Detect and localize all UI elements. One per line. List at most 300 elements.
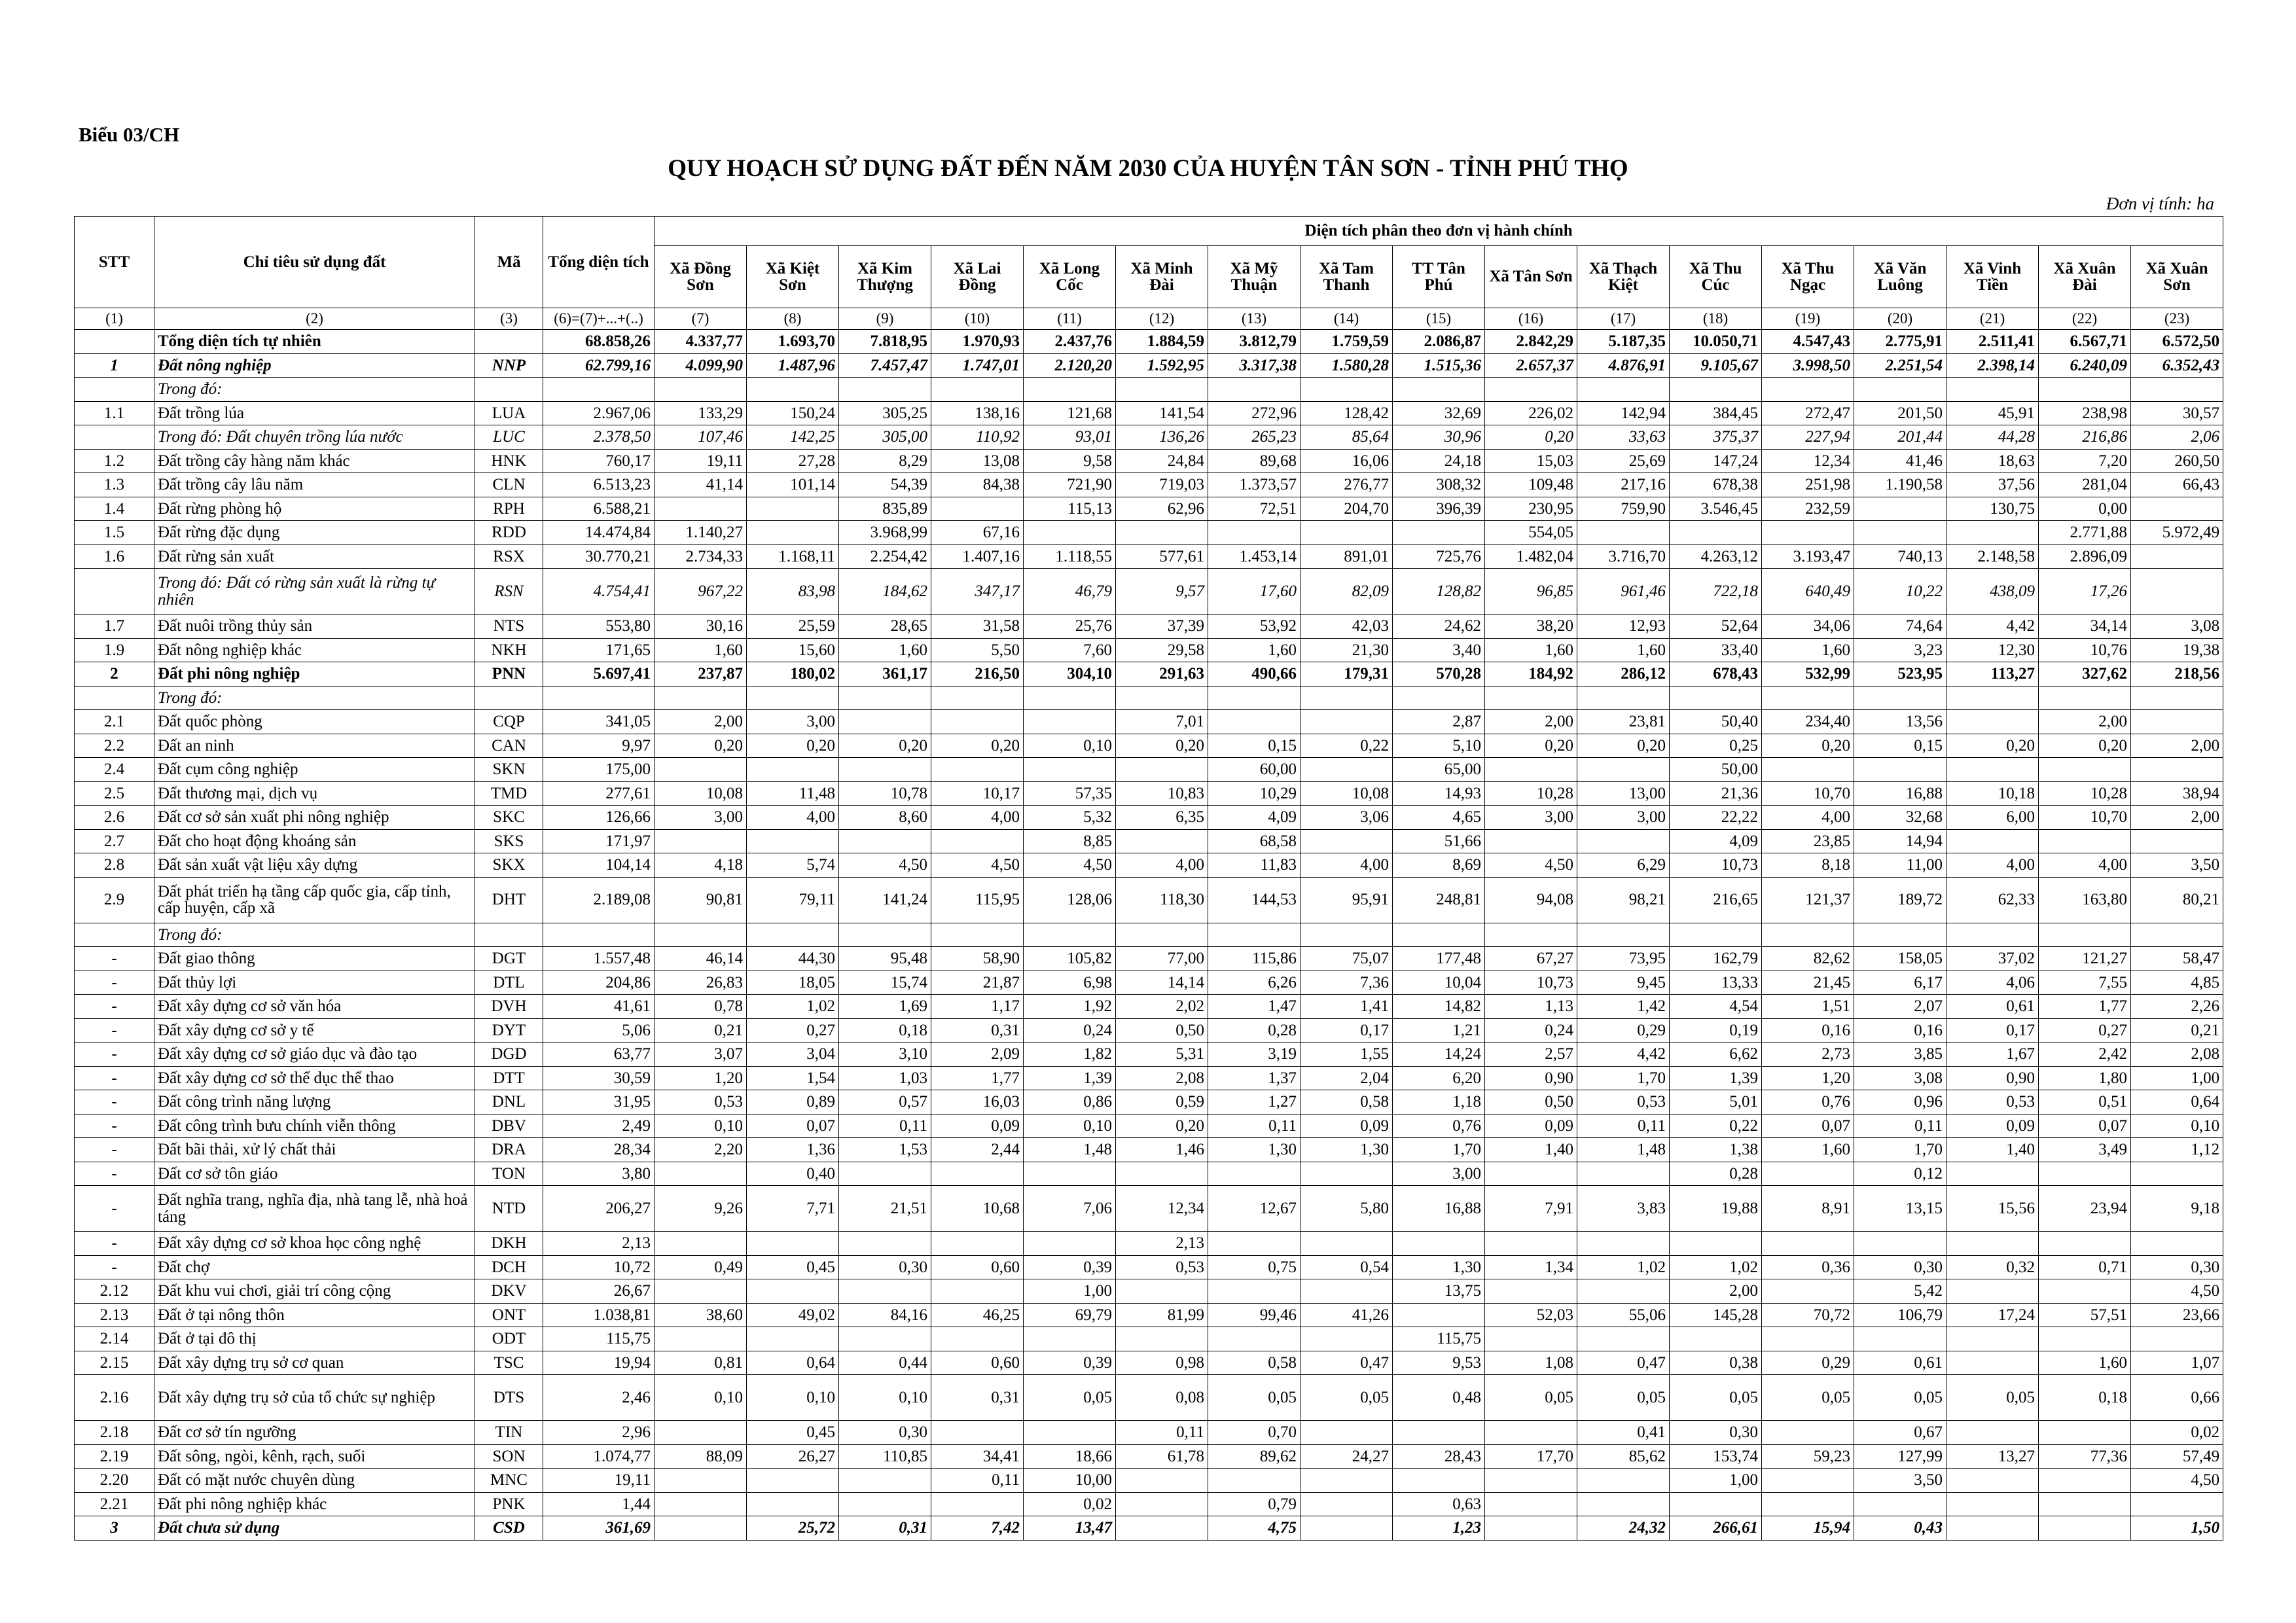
row-value: 10,73 [1670,853,1762,878]
row-indicator: Trong đó: [154,378,475,402]
row-value [747,521,839,545]
header-total: Tổng diện tích [543,217,655,308]
row-value [1854,378,1946,402]
row-value [1393,378,1485,402]
row-value: 201,50 [1854,401,1946,425]
row-value [1300,829,1393,853]
row-code: DTS [475,1375,543,1421]
row-value: 83,98 [747,569,839,615]
row-value [1577,1279,1670,1304]
row-value [747,497,839,521]
row-value: 0,29 [1577,1018,1670,1043]
row-total: 26,67 [543,1279,655,1304]
row-value [1946,1421,2039,1445]
table-row [75,1186,2223,1232]
row-value [1577,829,1670,853]
row-value: 0,79 [1208,1492,1300,1516]
row-value: 1,70 [1577,1066,1670,1090]
row-value: 38,60 [655,1303,747,1327]
row-value: 138,16 [931,401,1024,425]
row-value [655,497,747,521]
row-value [1762,521,1854,545]
row-value: 9,18 [2131,1186,2223,1232]
header-column-number: (19) [1762,308,1854,330]
row-value: 51,66 [1393,829,1485,853]
table-row [75,1279,2223,1304]
row-indicator: Đất xây dựng trụ sở cơ quan [154,1351,475,1375]
row-value [655,758,747,782]
row-code: SON [475,1444,543,1469]
table-row [75,1114,2223,1138]
row-value: 0,45 [747,1421,839,1445]
row-value: 14,82 [1393,995,1485,1019]
row-value [747,1492,839,1516]
row-value: 11,00 [1854,853,1946,878]
row-value: 115,95 [931,877,1024,923]
row-value: 0,10 [1024,1114,1116,1138]
row-value: 1,30 [1393,1255,1485,1279]
row-value: 272,47 [1762,401,1854,425]
row-value: 2.771,88 [2039,521,2131,545]
row-value: 11,83 [1208,853,1300,878]
row-value: 95,48 [839,947,931,971]
row-indicator: Đất nông nghiệp khác [154,638,475,662]
row-value: 2,00 [1485,710,1577,734]
row-code: PNK [475,1492,543,1516]
row-value [1577,1232,1670,1256]
row-stt: - [75,947,154,971]
row-value [1024,1421,1116,1445]
row-value [1300,378,1393,402]
table-row [75,923,2223,947]
row-value [2039,1279,2131,1304]
row-value [839,1492,931,1516]
table-row [75,569,2223,615]
row-value: 5,50 [931,638,1024,662]
row-value: 0,58 [1300,1090,1393,1115]
row-value: 23,81 [1577,710,1670,734]
row-value: 95,91 [1300,877,1393,923]
header-column-number: (11) [1024,308,1116,330]
row-value: 37,02 [1946,947,2039,971]
table-row [75,1375,2223,1421]
row-value: 3,40 [1393,638,1485,662]
table-row [75,521,2223,545]
row-value [655,1279,747,1304]
header-column-number: (22) [2039,308,2131,330]
row-value: 1,40 [1485,1138,1577,1162]
row-value: 77,00 [1116,947,1208,971]
row-value: 3,23 [1854,638,1946,662]
row-total: 2,13 [543,1232,655,1256]
table-row [75,1327,2223,1351]
row-stt [75,686,154,710]
row-value: 2,08 [2131,1043,2223,1067]
row-value: 15,94 [1762,1516,1854,1541]
row-total [543,378,655,402]
row-total: 2,46 [543,1375,655,1421]
row-value: 570,28 [1393,662,1485,687]
header-commune: Xã Văn Luông [1854,246,1946,308]
table-row [75,1066,2223,1090]
row-value: 0,58 [1208,1351,1300,1375]
row-value: 4.263,12 [1670,544,1762,569]
row-value [931,710,1024,734]
row-value: 89,62 [1208,1444,1300,1469]
row-value: 1,60 [1762,638,1854,662]
row-value: 10,70 [2039,806,2131,830]
row-value: 4.099,90 [655,353,747,378]
row-value: 0,78 [655,995,747,1019]
row-value: 34,14 [2039,615,2131,639]
row-value: 3,49 [2039,1138,2131,1162]
row-value: 28,43 [1393,1444,1485,1469]
row-value [1946,1492,2039,1516]
header-commune: TT Tân Phú [1393,246,1485,308]
row-value: 0,07 [2039,1114,2131,1138]
row-value: 0,09 [1946,1114,2039,1138]
land-use-table [74,216,2223,1541]
row-value: 2,20 [655,1138,747,1162]
row-value [839,829,931,853]
row-value: 110,92 [931,425,1024,450]
row-value [1485,1327,1577,1351]
row-value [1208,378,1300,402]
row-total: 5,06 [543,1018,655,1043]
row-stt: 2.19 [75,1444,154,1469]
row-value: 150,24 [747,401,839,425]
row-value: 69,79 [1024,1303,1116,1327]
row-value [1208,1469,1300,1493]
row-value: 2.086,87 [1393,330,1485,354]
row-value: 0,36 [1762,1255,1854,1279]
row-value [1024,378,1116,402]
row-value: 82,09 [1300,569,1393,615]
row-value: 0,81 [655,1351,747,1375]
row-indicator: Đất có mặt nước chuyên dùng [154,1469,475,1493]
row-value: 327,62 [2039,662,2131,687]
header-indicator: Chỉ tiêu sử dụng đất [154,217,475,308]
row-value [2131,758,2223,782]
row-value: 1,60 [1762,1138,1854,1162]
row-value: 18,05 [747,971,839,995]
row-value: 0,67 [1854,1421,1946,1445]
row-value: 4.876,91 [1577,353,1670,378]
row-value: 0,05 [1762,1375,1854,1421]
row-value: 4.337,77 [655,330,747,354]
table-row [75,497,2223,521]
row-value: 0,10 [655,1375,747,1421]
table-row [75,638,2223,662]
row-value: 0,53 [655,1090,747,1115]
row-value [747,1327,839,1351]
row-value: 0,98 [1116,1351,1208,1375]
row-indicator: Đất an ninh [154,734,475,758]
row-value: 1.482,04 [1485,544,1577,569]
row-value: 0,00 [2039,497,2131,521]
row-stt: 2.21 [75,1492,154,1516]
row-value: 2.657,37 [1485,353,1577,378]
row-value: 0,19 [1670,1018,1762,1043]
row-code: LUA [475,401,543,425]
row-value: 1,00 [1670,1469,1762,1493]
row-value: 0,11 [1116,1421,1208,1445]
row-value: 2.398,14 [1946,353,2039,378]
table-row [75,1444,2223,1469]
row-value: 1,17 [931,995,1024,1019]
row-value: 272,96 [1208,401,1300,425]
row-value: 8,29 [839,449,931,473]
row-value: 0,20 [839,734,931,758]
row-value: 678,38 [1670,473,1762,497]
row-value: 10,78 [839,781,931,806]
row-value: 66,43 [2131,473,2223,497]
row-value: 10,28 [1485,781,1577,806]
row-stt: 1.3 [75,473,154,497]
row-indicator: Tổng diện tích tự nhiên [154,330,475,354]
row-value: 4,00 [747,806,839,830]
row-value: 2.251,54 [1854,353,1946,378]
row-value: 1,80 [2039,1066,2131,1090]
row-value: 7,01 [1116,710,1208,734]
row-value: 67,27 [1485,947,1577,971]
row-value: 57,35 [1024,781,1116,806]
row-value [1854,1492,1946,1516]
row-value: 1,36 [747,1138,839,1162]
row-value: 0,61 [1946,995,2039,1019]
row-value [1946,1327,2039,1351]
row-value [655,1162,747,1186]
row-value [2039,923,2131,947]
row-value: 4,06 [1946,971,2039,995]
row-stt: 2.2 [75,734,154,758]
row-stt: 2.8 [75,853,154,878]
row-value: 3,00 [1485,806,1577,830]
row-value: 23,85 [1762,829,1854,853]
row-value: 2.511,41 [1946,330,2039,354]
row-value: 0,05 [1854,1375,1946,1421]
row-value: 115,86 [1208,947,1300,971]
row-value: 15,74 [839,971,931,995]
row-value: 0,02 [2131,1421,2223,1445]
row-value: 0,29 [1762,1351,1854,1375]
row-value: 1,23 [1393,1516,1485,1541]
row-value: 0,27 [747,1018,839,1043]
row-value: 0,10 [839,1375,931,1421]
row-value: 127,99 [1854,1444,1946,1469]
row-value: 305,25 [839,401,931,425]
row-stt: - [75,995,154,1019]
row-code: DYT [475,1018,543,1043]
row-value: 57,49 [2131,1444,2223,1469]
row-value: 2,87 [1393,710,1485,734]
row-value: 46,14 [655,947,747,971]
row-value: 21,87 [931,971,1024,995]
row-value: 14,14 [1116,971,1208,995]
table-row [75,353,2223,378]
row-value [1300,1492,1393,1516]
row-stt: 1.1 [75,401,154,425]
row-value: 1,34 [1485,1255,1577,1279]
row-value: 7,71 [747,1186,839,1232]
row-value: 10,29 [1208,781,1300,806]
row-value: 50,40 [1670,710,1762,734]
row-value: 891,01 [1300,544,1393,569]
table-row [75,1469,2223,1493]
row-stt: - [75,1162,154,1186]
row-value: 0,07 [1762,1114,1854,1138]
row-value: 0,90 [1485,1066,1577,1090]
row-value: 6.572,50 [2131,330,2223,354]
row-value: 26,83 [655,971,747,995]
table-row [75,1138,2223,1162]
row-value: 26,27 [747,1444,839,1469]
row-code: RPH [475,497,543,521]
row-value: 1,60 [839,638,931,662]
row-value [2039,378,2131,402]
row-total: 204,86 [543,971,655,995]
row-value: 0,30 [1670,1421,1762,1445]
row-value: 107,46 [655,425,747,450]
row-value: 3,08 [2131,615,2223,639]
row-value: 0,76 [1393,1114,1485,1138]
row-code: ODT [475,1327,543,1351]
row-value [1116,923,1208,947]
row-value [1670,1492,1762,1516]
row-value [1024,923,1116,947]
row-value: 1,46 [1116,1138,1208,1162]
row-value: 0,30 [839,1421,931,1445]
row-value [931,1327,1024,1351]
row-value: 0,50 [1116,1018,1208,1043]
row-value: 17,26 [2039,569,2131,615]
row-value: 53,92 [1208,615,1300,639]
row-value [1762,1232,1854,1256]
row-value: 24,18 [1393,449,1485,473]
row-value: 1.693,70 [747,330,839,354]
row-total: 760,17 [543,449,655,473]
row-value: 1.168,11 [747,544,839,569]
row-value: 967,22 [655,569,747,615]
table-row [75,425,2223,450]
row-value: 147,24 [1670,449,1762,473]
row-indicator: Đất công trình năng lượng [154,1090,475,1115]
row-code: SKN [475,758,543,782]
row-value: 1,13 [1485,995,1577,1019]
table-row [75,615,2223,639]
row-value: 0,16 [1854,1018,1946,1043]
row-value: 396,39 [1393,497,1485,521]
row-stt: - [75,1138,154,1162]
row-stt: 1.5 [75,521,154,545]
row-value: 33,40 [1670,638,1762,662]
row-value: 1,03 [839,1066,931,1090]
row-value [839,686,931,710]
header-commune: Xã Thu Ngạc [1762,246,1854,308]
row-value: 46,25 [931,1303,1024,1327]
row-value: 0,05 [1300,1375,1393,1421]
row-value: 0,18 [839,1018,931,1043]
header-column-number: (23) [2131,308,2223,330]
row-value: 0,63 [1393,1492,1485,1516]
row-value: 0,20 [931,734,1024,758]
row-value: 10.050,71 [1670,330,1762,354]
row-value: 0,16 [1762,1018,1854,1043]
row-stt: 3 [75,1516,154,1541]
row-value: 93,01 [1024,425,1116,450]
row-code: SKC [475,806,543,830]
row-stt: 2.13 [75,1303,154,1327]
row-value: 3,19 [1208,1043,1300,1067]
row-indicator: Đất xây dựng cơ sở văn hóa [154,995,475,1019]
row-value: 2,13 [1116,1232,1208,1256]
row-value [1116,1279,1208,1304]
row-indicator: Đất phát triển hạ tầng cấp quốc gia, cấp tỉnh, cấp huyện, cấp xã [154,877,475,923]
row-code: CSD [475,1516,543,1541]
row-code: DRA [475,1138,543,1162]
row-value: 1.453,14 [1208,544,1300,569]
row-value [1485,758,1577,782]
row-value: 2,00 [2039,710,2131,734]
table-row [75,710,2223,734]
row-value [2039,1327,2131,1351]
row-value: 121,37 [1762,877,1854,923]
row-value: 10,28 [2039,781,2131,806]
row-value [655,1421,747,1445]
row-value [1946,923,2039,947]
row-value: 142,25 [747,425,839,450]
row-value: 1,00 [2131,1066,2223,1090]
row-value: 1,30 [1208,1138,1300,1162]
row-indicator: Đất chợ [154,1255,475,1279]
table-row [75,330,2223,354]
row-value: 3,50 [2131,853,2223,878]
row-stt [75,425,154,450]
row-value: 3,83 [1577,1186,1670,1232]
row-value [1670,1327,1762,1351]
row-value: 523,95 [1854,662,1946,687]
row-value: 110,85 [839,1444,931,1469]
table-row [75,1516,2223,1541]
row-value: 6,17 [1854,971,1946,995]
row-value: 55,06 [1577,1303,1670,1327]
row-indicator: Đất cơ sở sản xuất phi nông nghiệp [154,806,475,830]
header-commune: Xã Tân Sơn [1485,246,1577,308]
table-row [75,853,2223,878]
row-value: 85,64 [1300,425,1393,450]
row-value: 16,88 [1393,1186,1485,1232]
row-value: 1,70 [1854,1138,1946,1162]
row-value: 32,69 [1393,401,1485,425]
row-value [1024,710,1116,734]
row-value: 3.812,79 [1208,330,1300,354]
row-value: 0,17 [1300,1018,1393,1043]
row-value: 0,28 [1670,1162,1762,1186]
header-admin-group: Diện tích phân theo đơn vị hành chính [655,217,2223,246]
row-code: SKS [475,829,543,853]
row-value: 4,00 [1762,806,1854,830]
row-value: 2,00 [655,710,747,734]
row-value: 37,39 [1116,615,1208,639]
row-total: 30,59 [543,1066,655,1090]
table-row [75,758,2223,782]
row-indicator: Đất sản xuất vật liệu xây dựng [154,853,475,878]
row-value: 162,79 [1670,947,1762,971]
row-value [1577,1162,1670,1186]
row-value: 2,73 [1762,1043,1854,1067]
row-value: 0,05 [1577,1375,1670,1421]
row-value: 260,50 [2131,449,2223,473]
